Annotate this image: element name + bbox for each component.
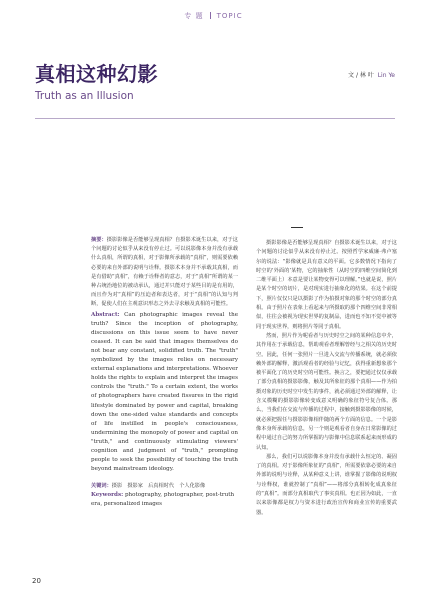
article-title-en: Truth as an Illusion [35,90,134,102]
body-paragraph: 那么，我们可以说影像本身并没有承载什么恒定的、凝固了的真相。对于影像所象征的“真相”，所需要依靠必要的来自外部的说明与诠释，从某种意义上讲，谁掌握了影像的说明权与诠释权，谁就控制了“真相”——将部分真相转化成真象征的“真相”。而部分真相取代了事实真相。也正因为如此，一直以来影像都是权力与资本进行政治宣传和商业宣传的重要武器。 [256,453,397,516]
page-header [0,0,427,36]
abstract-cn [91,236,238,310]
body-paragraph: 摄影影像是否能够呈现真相？自摄影术诞生以来，对于这个问题的讨论似乎从来没有停止过。按照哲学家威廉·弗卢塞尔的说法：“影像就是具有意义的平面。它多数情况下指向了时空的‘外面的’某物，它的抽象性（从时空的四维空间简化到二维平面上）本意是要让某物变得可以理解。”也就是说，照片是某个时空的切片，是对现实进行抽象化的结果。在这个前提下，照片仅仅只是以摄影了作为拍摄对象的那个时空的部分真相。由于照片在表象上看起来与所摄取的那个四维空间非常相似，往往会被视为现实世界的复制品，进而也不知不觉中被等同于现实世界，则将照片等同于真相。 [256,240,397,330]
abstract-cn-label: 摘要： [91,237,107,243]
abstract-column [91,236,238,509]
keywords-en-label: Keywords: [91,492,124,499]
abstract-cn-text: 摄影影像是否能够呈现真相？自摄影术诞生以来，对于这个问题的讨论似乎从来没有停止过。可以说影像本身并没有承载什么真相，所谓的真相，对于影像所承载的“真相”，则需要依赖必要的来自外部的说明与诠释。摄影术本身并不承载其真相，而是有借助“真相”，有赖于诠释者的意志，对于“真相”所谓的某一种占统治地位的被动承认，通过并只能对于某些目的是有用的，而且作为对“真相”的压迫者和表达者，对于“真相”的认知与判断，促使人们在主观意识形态之外去寻求触及真相的可能性。 [91,237,238,308]
keywords-en [91,491,238,509]
keywords-cn-label: 关键词： [91,483,112,490]
author-credit [348,70,395,79]
section-label [0,11,427,21]
keywords-cn-text: 摄影 摄影家 后真相时代 个人化影像 [111,483,206,490]
keywords-en-text: photography, photographer, post-truth era, personalized images [91,492,235,508]
section-cn: 专 题 [184,12,204,20]
section-dash [291,227,303,228]
author-label: 文 / 林 叶 [348,72,374,79]
keywords-cn [91,482,238,491]
title-divider [35,118,395,119]
author-en: Lin Ye [377,72,395,79]
body-paragraph: 然而，照片作为呢看者与历史时空之间的某种信息中介，其作用在于承载信息，帮助观看者理解曾经与之相关的历史时空。因此，任何一张照片一旦进入交流与传播系统，就必须依赖外部的解释，激活观看者的经验与记忆，获得重新想象那个被平面化了的历史时空的可能性。换言之，要把通过仅仅承载了部分真相的摄影影像，触及其所象征的那个真相——作为拍摄对象的历史时空中发生的事件，就必须通过外部的解释，让含义模糊的摄影影像转变成意义明确的象征符号复合体。那么，当我们在交流与传播的过程中，接触到摄影影像的时候，就必须把握任与摄影影像相伴随的两个方面的信息。一个是影像本身所承载的信息，另一个则是观看者自身在日常影像的过程中通过自己的努力所掌握的与影像中信息联系起来而形成的认知。 [256,332,397,451]
article-title-cn: 真相这种幻影 [35,62,158,86]
abstract-en [91,311,238,475]
abstract-en-label: Abstract: [91,311,120,318]
body-column [256,239,397,518]
page-number: 20 [32,577,41,585]
abstract-en-text: Can photographic images reveal the truth? Since the inception of photography, discussions on this issue seem to have never ceased. It can be said that images themselves do not bear any constant, solidified truth. The "truth" symbolized by the images relies on necessary external explanations and interpretations. Whoever holds the rights to explain and interpret the images controls the "truth." To a certain extent, the works of photographers have created fissures in the rigid lifestyle dominated by power and capital, breaking down the one-sided value standards and concepts of life instilled in people's consciousness, undermining the monopoly of power and capital on "truth," and continuously stimulating viewers' cognition and judgment of "truth," prompting people to seek the possibility of touching the truth beyond mainstream ideology. [91,311,239,473]
section-en: TOPIC [216,12,243,20]
header-separator [210,12,211,19]
